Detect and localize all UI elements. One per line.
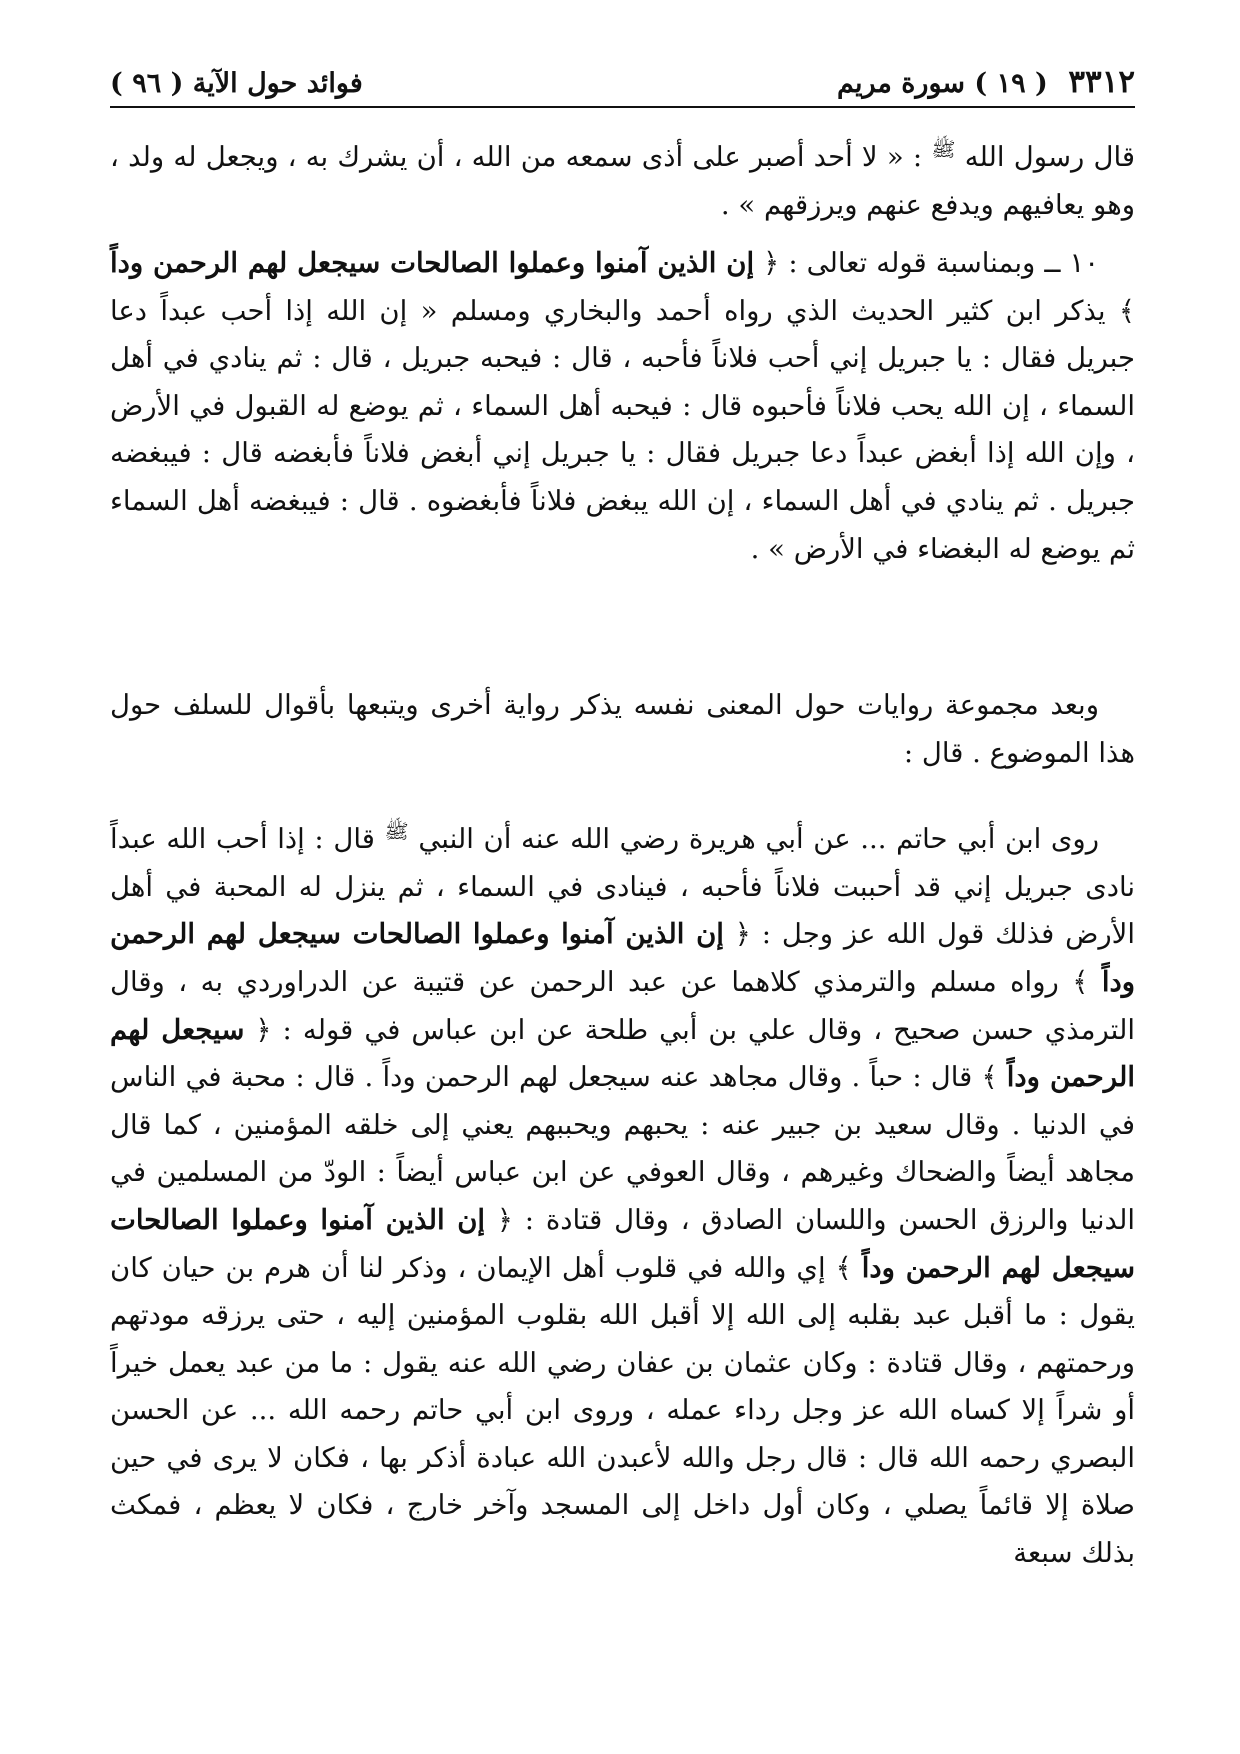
header-right — [837, 62, 1135, 104]
quran-bracket-close: ﴾ — [1118, 294, 1136, 327]
quran-verse: إن الذين آمنوا وعملوا الصالحات سيجعل لهم الرحمن وداً — [110, 918, 1135, 998]
text-segment: قال : حباً . وقال مجاهد عنه سيجعل لهم الرحمن وداً . قال : محبة في الناس في الدنيا . وقال سعيد بن جبير عنه : يحبهم ويحببهم يعني إلى خلقه المؤمنين ، كما قال مجاهد أيضاً والضحاك وغيرهم ، وقال العوفي عن ابن عباس أيضاً : الودّ من المسلمين في الدنيا والرزق الحسن واللسان الصادق ، وقال قتادة : — [110, 1061, 1135, 1236]
running-header — [110, 62, 1135, 108]
paragraph-hadith-patience — [110, 126, 1135, 222]
text-segment: رواه مسلم والترمذي كلاهما عن عبد الرحمن عن قتيبة عن الدراوردي به ، وقال الترمذي حسن صحيح ، وقال علي بن أبي طلحة عن ابن عباس في قوله : — [110, 965, 1135, 1046]
quran-bracket-open: ﴿ — [763, 247, 780, 279]
quran-bracket-open: ﴿ — [255, 1013, 272, 1046]
salawat-glyph: ﷺ — [931, 137, 956, 161]
quran-bracket-close: ﴾ — [981, 1061, 998, 1094]
text-segment: قال رسول الله — [964, 141, 1135, 174]
quran-bracket-close: ﴾ — [835, 1251, 852, 1284]
page-number: ٣٣١٢ — [1068, 64, 1135, 100]
salawat-glyph: ﷺ — [384, 819, 409, 843]
quran-bracket-close: ﴾ — [1072, 965, 1089, 998]
quran-verse: إن الذين آمنوا وعملوا الصالحات سيجعل لهم الرحمن وداً — [110, 247, 755, 279]
page — [110, 62, 1135, 1578]
section-title: فوائد حول الآية ( ٩٦ ) — [110, 68, 363, 99]
body-text — [110, 126, 1135, 1578]
text-segment: يذكر ابن كثير الحديث الذي رواه أحمد والبخاري ومسلم « إن الله إذا أحب عبداً دعا جبريل فقال : يا جبريل إني أحب فلاناً فأحبه ، قال : فيحبه جبريل ، قال : ثم ينادي في أهل السماء ، إن الله يحب فلاناً فأحبوه قال : فيحبه أهل السماء ، ثم يوضع له القبول في الأرض ، وإن الله إذا أبغض عبداً دعا جبريل فقال : يا جبريل إني أبغض فلاناً فأبغضه قال : فيبغضه جبريل . ثم ينادي في أهل السماء ، إن الله يبغض فلاناً فأبغضوه . قال : فيبغضه أهل السماء ثم يوضع له البغضاء في الأرض » . — [110, 294, 1135, 565]
text-segment: روى ابن أبي حاتم ... عن أبي هريرة رضي الله عنه أن النبي — [418, 823, 1099, 856]
quran-bracket-open: ﴿ — [496, 1203, 513, 1236]
quran-verse: إن الذين آمنوا وعملوا الصالحات سيجعل لهم الرحمن وداً — [110, 1203, 1135, 1284]
text-segment: وبعد مجموعة روايات حول المعنى نفسه يذكر رواية أخرى ويتبعها بأقوال للسلف حول هذا الموضوع . قال : — [110, 689, 1135, 769]
paragraph-narrations — [110, 808, 1135, 1578]
paragraph-point-10 — [110, 240, 1135, 670]
paragraph-transition — [110, 682, 1135, 778]
surah-label: ( ١٩ ) سورة مريم — [837, 68, 1048, 99]
quran-verse: سيجعل لهم الرحمن وداً — [110, 1013, 1135, 1094]
quran-bracket-open: ﴿ — [734, 918, 751, 951]
text-segment: إي والله في قلوب أهل الإيمان ، وذكر لنا أن هرم بن حيان كان يقول : ما أقبل عبد بقلبه إلى الله إلا أقبل الله بقلوب المؤمنين إليه ، حتى يرزقه مودتهم ورحمتهم ، وقال قتادة : وكان عثمان بن عفان رضي الله عنه يقول : ما من عبد يعمل خيراً أو شراً إلا كساه الله عز وجل رداء عمله ، وروى ابن أبي حاتم رحمه الله ... عن الحسن البصري رحمه الله قال : قال رجل والله لأعبدن الله عبادة أذكر بها ، فكان لا يرى في حين صلاة إلا قائماً يصلي ، وكان أول داخل إلى المسجد وآخر خارج ، فكان لا يعظم ، فمكث بذلك سبعة — [110, 1251, 1135, 1570]
text-segment: ١٠ ــ وبمناسبة قوله تعالى : — [788, 247, 1099, 279]
text-segment: قال : إذا أحب الله عبداً نادى جبريل إني قد أحببت فلاناً فأحبه ، فينادى في السماء ، ثم ينزل له المحبة في أهل الأرض فذلك قول الله عز وجل : — [110, 823, 1135, 951]
text-segment: : « لا أحد أصبر على أذى سمعه من الله ، أن يشرك به ، ويجعل له ولد ، وهو يعافيهم ويدفع عنهم ويرزقهم » . — [110, 141, 1135, 221]
